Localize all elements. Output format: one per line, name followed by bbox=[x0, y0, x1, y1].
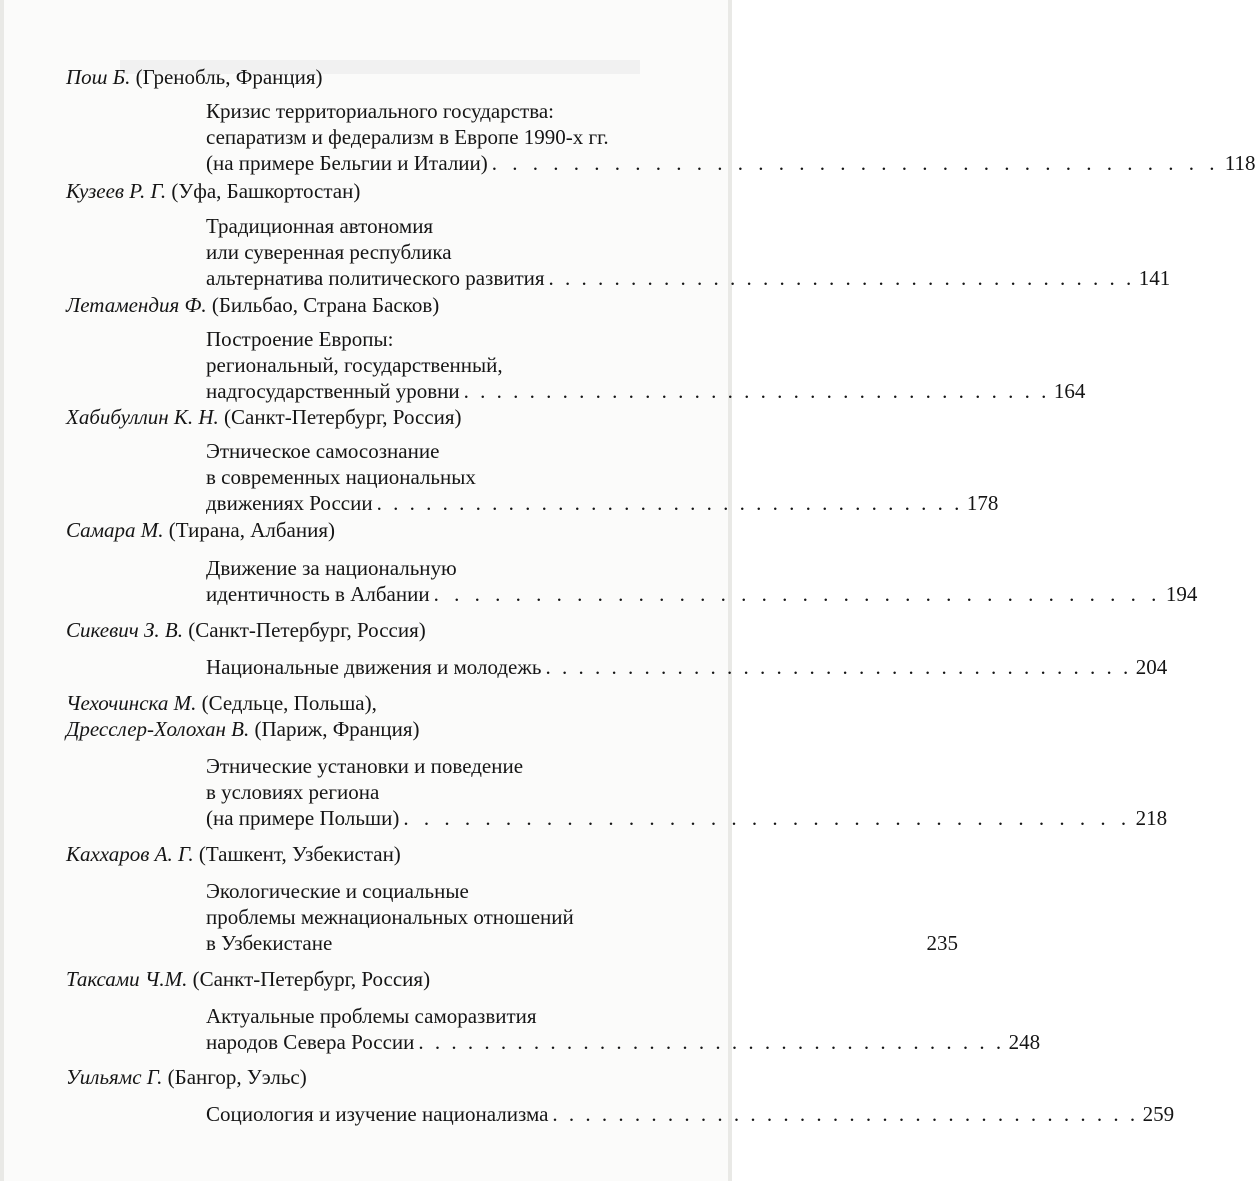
title-text: Экологические и социальные bbox=[206, 879, 469, 903]
toc-title-line bbox=[206, 779, 658, 805]
title-text: Движение за национальную bbox=[206, 556, 457, 580]
toc-author-line bbox=[66, 404, 732, 430]
author-place: (Уфа, Башкортостан) bbox=[166, 179, 361, 203]
author-name: Хабибуллин К. Н. bbox=[66, 405, 219, 429]
page-number: 204 bbox=[1135, 655, 1168, 679]
toc-title-line bbox=[206, 1029, 1041, 1055]
toc-title-line bbox=[206, 124, 658, 150]
toc-author-line bbox=[66, 64, 732, 90]
toc-author-line bbox=[66, 178, 732, 204]
title-text: (на примере Польши) bbox=[206, 806, 400, 830]
author-place: (Санкт-Петербург, Россия) bbox=[183, 618, 426, 642]
toc-title-line bbox=[206, 878, 658, 904]
toc-title-line bbox=[206, 265, 1171, 291]
title-text: Построение Европы: bbox=[206, 327, 394, 351]
author-place: (Санкт-Петербург, Россия) bbox=[218, 405, 462, 429]
leader-dots: . . . . . . . . . . . . . . . . . . . . . . . . . . . . . . . . . . . . bbox=[433, 582, 1162, 606]
leader-dots: . . . . . . . . . . . . . . . . . . . . . . . . . . . . . . . . . . . . bbox=[548, 266, 1135, 290]
toc-title-line bbox=[206, 490, 999, 516]
title-text: в современных национальных bbox=[206, 465, 476, 489]
author-name: Пош Б. bbox=[66, 65, 131, 89]
leader-dots bbox=[332, 930, 922, 956]
toc-title-line bbox=[206, 378, 1086, 404]
page-number: 118 bbox=[1224, 151, 1256, 175]
page-number: 178 bbox=[966, 491, 999, 515]
toc-title-line bbox=[206, 581, 1198, 607]
title-text: Актуальные проблемы саморазвития bbox=[206, 1004, 537, 1028]
page-edge-left bbox=[0, 0, 4, 1181]
toc-title-line bbox=[206, 464, 658, 490]
toc-title-line bbox=[206, 654, 1168, 680]
leader-dots: . . . . . . . . . . . . . . . . . . . . . . . . . . . . . . . . . . . . bbox=[491, 151, 1220, 175]
toc-title-line bbox=[206, 98, 658, 124]
toc-title-line bbox=[206, 239, 658, 265]
title-text: альтернатива политического развития bbox=[206, 266, 545, 290]
page-number: 164 bbox=[1053, 379, 1086, 403]
page-number: 248 bbox=[1008, 1030, 1041, 1054]
leader-dots: . . . . . . . . . . . . . . . . . . . . . . . . . . . . . . . . . . . . bbox=[552, 1102, 1139, 1126]
page-number: 194 bbox=[1165, 582, 1198, 606]
title-text: Кризис территориального государства: bbox=[206, 99, 554, 123]
toc-author-line bbox=[66, 292, 732, 318]
title-text: Этнические установки и поведение bbox=[206, 754, 524, 778]
toc-title-line bbox=[206, 930, 959, 956]
leader-dots: . . . . . . . . . . . . . . . . . . . . . . . . . . . . . . . . . . . . bbox=[545, 655, 1132, 679]
toc-title-line bbox=[206, 753, 658, 779]
author-place: (Париж, Франция) bbox=[249, 717, 420, 741]
leader-dots: . . . . . . . . . . . . . . . . . . . . . . . . . . . . . . . . . . . . bbox=[463, 379, 1050, 403]
author-name: Кузеев Р. Г. bbox=[66, 179, 167, 203]
title-text: или суверенная республика bbox=[206, 240, 452, 264]
title-text: Национальные движения и молодежь bbox=[206, 655, 542, 679]
title-text: идентичность в Албании bbox=[206, 582, 430, 606]
author-place: (Санкт-Петербург, Россия) bbox=[187, 967, 431, 991]
toc-author-line bbox=[66, 517, 732, 543]
title-text: народов Севера России bbox=[206, 1030, 415, 1054]
page-number: 218 bbox=[1135, 806, 1168, 830]
author-name: Сикевич З. В. bbox=[66, 618, 183, 642]
page-number: 235 bbox=[926, 931, 959, 955]
author-name: Каххаров А. Г. bbox=[66, 842, 194, 866]
author-name: Таксами Ч.М. bbox=[66, 967, 188, 991]
toc-author-line bbox=[66, 690, 732, 716]
title-text: сепаратизм и федерализм в Европе 1990-х гг. bbox=[206, 125, 609, 149]
leader-dots: . . . . . . . . . . . . . . . . . . . . . . . . . . . . . . . . . . . . bbox=[403, 806, 1132, 830]
toc-title-line bbox=[206, 326, 658, 352]
author-place: (Бильбао, Страна Басков) bbox=[206, 293, 440, 317]
toc-title-line bbox=[206, 805, 1168, 831]
title-text: движениях России bbox=[206, 491, 373, 515]
title-text: Традиционная автономия bbox=[206, 214, 434, 238]
page-number: 141 bbox=[1138, 266, 1171, 290]
leader-dots: . . . . . . . . . . . . . . . . . . . . . . . . . . . . . . . . . . . . bbox=[376, 491, 963, 515]
leader-dots: . . . . . . . . . . . . . . . . . . . . . . . . . . . . . . . . . . . . bbox=[418, 1030, 1005, 1054]
title-text: региональный, государственный, bbox=[206, 353, 503, 377]
author-place: (Ташкент, Узбекистан) bbox=[193, 842, 401, 866]
title-text: (на примере Бельгии и Италии) bbox=[206, 151, 488, 175]
title-text: в условиях региона bbox=[206, 780, 380, 804]
toc-title-line bbox=[206, 150, 1256, 176]
author-name: Летамендия Ф. bbox=[66, 293, 207, 317]
toc-title-line bbox=[206, 438, 658, 464]
author-name: Уильямс Г. bbox=[66, 1065, 163, 1089]
author-name: Чехочинска М. bbox=[66, 691, 197, 715]
author-place: (Седльце, Польша), bbox=[196, 691, 377, 715]
title-text: Этническое самосознание bbox=[206, 439, 440, 463]
author-place: (Бангор, Уэльс) bbox=[162, 1065, 307, 1089]
toc-title-line bbox=[206, 1101, 1175, 1127]
toc-author-line bbox=[66, 1064, 732, 1090]
toc-author-line bbox=[66, 841, 732, 867]
title-text: надгосударственный уровни bbox=[206, 379, 460, 403]
title-text: в Узбекистане bbox=[206, 931, 333, 955]
author-name: Самара М. bbox=[66, 518, 164, 542]
author-name: Дресслер-Холохан В. bbox=[66, 717, 250, 741]
author-place: (Тирана, Албания) bbox=[163, 518, 335, 542]
author-place: (Гренобль, Франция) bbox=[130, 65, 323, 89]
toc-title-line bbox=[206, 555, 658, 581]
toc-author-line bbox=[66, 966, 732, 992]
title-text: проблемы межнациональных отношений bbox=[206, 905, 574, 929]
page-number: 259 bbox=[1142, 1102, 1175, 1126]
toc-author-line bbox=[66, 716, 732, 742]
title-text: Социология и изучение национализма bbox=[206, 1102, 549, 1126]
toc-title-line bbox=[206, 213, 658, 239]
toc-author-line bbox=[66, 617, 732, 643]
toc-title-line bbox=[206, 1003, 658, 1029]
toc-title-line bbox=[206, 352, 658, 378]
toc-title-line bbox=[206, 904, 658, 930]
